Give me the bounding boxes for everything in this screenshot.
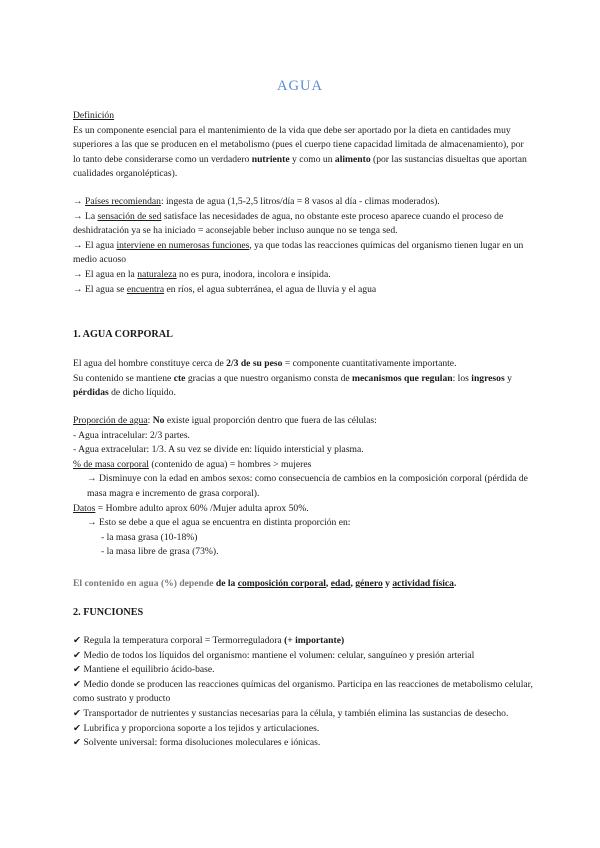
agua-corporal-intro: El agua del hombre constituye cerca de 2/3 de su peso = componente cuantitativamente importante. Su contenido se mantiene cte gracias a que nuestro organismo consta de mecanismos que regulan: los ingresos y pérdidas de dicho líquido. <box>73 358 512 399</box>
list-item: → El agua se encuentra en ríos, el agua subterránea, el agua de lluvia y el agua <box>73 283 377 295</box>
definition-text: Es un componente esencial para el mantenimiento de la vida que debe ser aportado por la dieta en cantidades muy superiores a las que se producen en el metabolismo (pues el cuerpo tiene capacidad limitada de almacenamiento), por lo tanto debe considerarse como un verdadero nutriente y como un alimento (por las sustancias disueltas que aportan cualidades organolépticas). <box>73 124 527 180</box>
definition-heading: Definición <box>73 110 115 121</box>
definition-section <box>73 109 533 182</box>
list-item: - Agua extracelular: 1/3. A su vez se divide en: líquido intersticial y plasma. <box>73 444 364 456</box>
section-agua-corporal <box>73 328 533 343</box>
funciones-list <box>73 634 533 751</box>
contenido-summary: El contenido en agua (%) depende de la composición corporal, edad, género y actividad física. <box>73 578 457 589</box>
proporcion-agua: Proporción de agua: No existe igual proporción dentro que fuera de las células: - Agua intracelular: 2/3 partes. - Agua extracelular: 1/3. A su vez se divide en: líquido intersticial y plasma. % de masa corporal (contenido de agua) = hombres > mujeres → Disminuye con la edad en ambos sexos: como consecuencia de cambios en la composición corporal (pérdida de masa magra e incremento de grasa corporal). Datos = Hombre adulto aprox 60% /Mujer adulta aprox 50%. → Esto se debe a que el agua se encuentra en distinta proporción en: - la masa grasa (10-18%) - la masa libre de grasa (73%). <box>73 414 533 560</box>
list-item: → La sensación de sed satisface las necesidades de agua, no obstante este proceso aparece cuando el proceso de deshidratación ya se ha iniciado = aconsejable beber incluso aunque no se tenga sed. <box>73 210 504 237</box>
section-heading: 1. AGUA CORPORAL <box>73 329 173 340</box>
section-funciones <box>73 606 533 621</box>
list-item: ✔ Solvente universal: forma disoluciones moleculares e iónicas. <box>73 737 321 749</box>
list-item: ✔ Medio de todos los líquidos del organismo: mantiene el volumen: celular, sanguíneo y presión arterial <box>73 649 475 661</box>
list-item: ✔ Lubrifica y proporciona soporte a los tejidos y articulaciones. <box>73 722 320 734</box>
list-item: ✔ Medio donde se producen las reacciones químicas del organismo. Participa en las reacciones de metabolismo celular, como sustrato y producto <box>73 678 533 705</box>
list-item: → El agua interviene en numerosas funciones, ya que todas las reacciones químicas del organismo tienen lugar en un medio acuoso <box>73 239 524 266</box>
list-item: → Países recomiendan: ingesta de agua (1,5-2,5 litros/día = 8 vasos al día - climas moderados). <box>73 196 440 207</box>
list-item: ✔ Mantiene el equilibrio ácido-base. <box>73 664 215 676</box>
list-item: ✔ Transportador de nutrientes y sustancias necesarias para la célula, y también elimina las sustancias de desecho. <box>73 707 509 719</box>
page-title: AGUA <box>277 78 323 94</box>
section-heading: 2. FUNCIONES <box>73 607 144 618</box>
list-item: - la masa grasa (10-18%) <box>101 531 198 543</box>
list-item: → El agua en la naturaleza no es pura, inodora, incolora e insípida. <box>73 268 331 280</box>
list-item: - Agua intracelular: 2/3 partes. <box>73 429 190 441</box>
list-item: ✔ Regula la temperatura corporal = Termorreguladora (+ importante) <box>73 635 345 646</box>
list-item: - la masa libre de grasa (73%). <box>101 546 219 558</box>
intro-bullets <box>73 195 533 297</box>
